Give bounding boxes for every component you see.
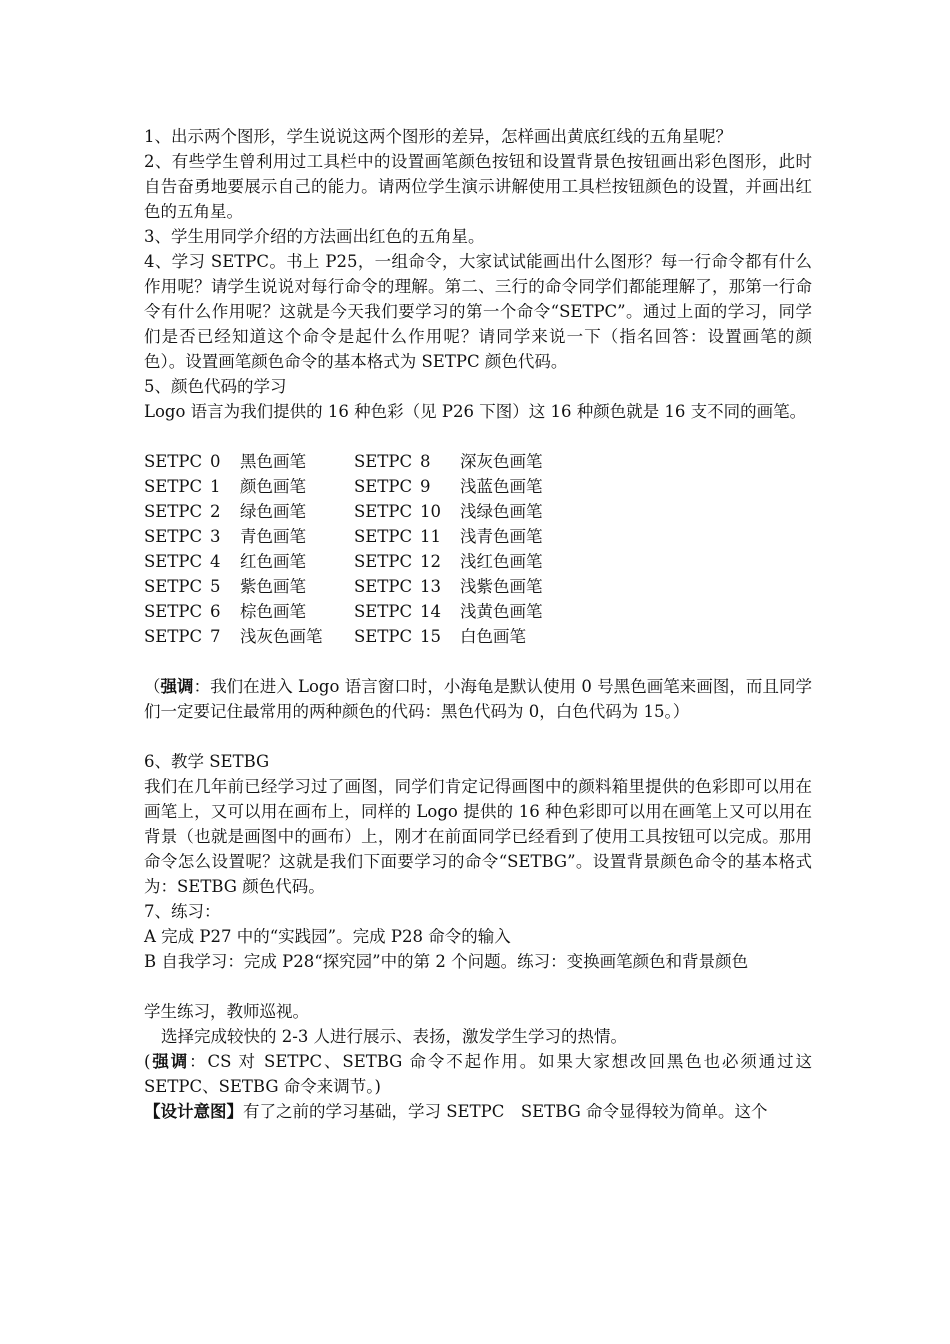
- design-text: 有了之前的学习基础，学习 SETPC SETBG 命令显得较为简单。这个: [243, 1102, 768, 1121]
- color-table-code: 14: [420, 602, 441, 621]
- color-table-code: 9: [420, 477, 431, 496]
- color-table-name: 浅蓝色画笔: [460, 477, 543, 496]
- color-table-command: SETPC: [354, 552, 413, 571]
- color-table-command: SETPC: [354, 627, 413, 646]
- document-page: [144, 124, 812, 1124]
- color-table-row: [144, 449, 580, 474]
- step-7-heading: 7、练习：: [144, 902, 221, 921]
- exercise-a-text: A 完成 P27 中的“实践园”。完成 P28 命令的输入: [144, 927, 511, 946]
- emphasis-label: 强调: [160, 677, 194, 696]
- color-table-command: SETPC: [354, 502, 413, 521]
- color-table-code: 6: [210, 602, 221, 621]
- step-3-text: 3、学生用同学介绍的方法画出红色的五角星。: [144, 227, 485, 246]
- blank-line: [144, 424, 812, 449]
- color-table-name: 黑色画笔: [240, 452, 306, 471]
- color-table-name: 红色画笔: [240, 552, 306, 571]
- color-table-command: SETPC: [354, 452, 413, 471]
- emphasis-text: ：我们在进入 Logo 语言窗口时，小海龟是默认使用 0 号黑色画笔来画图，而且同学们一定要记住最常用的两种颜色的代码：黑色代码为 0，白色代码为 15。）: [144, 677, 812, 721]
- color-table-name: 青色画笔: [240, 527, 306, 546]
- color-table-row: [144, 624, 580, 649]
- select-text: 选择完成较快的 2-3 人进行展示、表扬，激发学生学习的热情。: [161, 1027, 628, 1046]
- color-table-command: SETPC: [144, 527, 203, 546]
- color-intro-text: Logo 语言为我们提供的 16 种色彩（见 P26 下图）这 16 种颜色就是 16 支不同的画笔。: [144, 402, 807, 421]
- color-table-row: [144, 524, 580, 549]
- color-table-command: SETPC: [144, 477, 203, 496]
- step-2-text: 2、有些学生曾利用过工具栏中的设置画笔颜色按钮和设置背景色按钮画出彩色图形，此时自告奋勇地要展示自己的能力。请两位学生演示讲解使用工具栏按钮颜色的设置，并画出红色的五角星。: [144, 152, 812, 221]
- color-table-row: [144, 574, 580, 599]
- color-table-name: 浅黄色画笔: [460, 602, 543, 621]
- color-table-command: SETPC: [144, 452, 203, 471]
- color-table-code: 8: [420, 452, 431, 471]
- color-table-command: SETPC: [144, 552, 203, 571]
- color-table-command: SETPC: [144, 577, 203, 596]
- color-table-command: SETPC: [354, 577, 413, 596]
- color-table-name: 深灰色画笔: [460, 452, 543, 471]
- color-table-code: 13: [420, 577, 441, 596]
- color-table-name: 棕色画笔: [240, 602, 306, 621]
- color-table-name: 白色画笔: [460, 627, 526, 646]
- color-table-name: 浅青色画笔: [460, 527, 543, 546]
- emphasis-text: ：CS 对 SETPC、SETBG 命令不起作用。如果大家想改回黑色也必须通过这 SETPC、SETBG 命令来调节。): [144, 1052, 813, 1096]
- color-table-code: 7: [210, 627, 221, 646]
- color-table-code: 1: [210, 477, 221, 496]
- emphasis-note-1: [144, 674, 812, 724]
- step-6-heading: 6、教学 SETBG: [144, 752, 270, 771]
- color-table-code: 5: [210, 577, 221, 596]
- color-table-command: SETPC: [144, 602, 203, 621]
- emphasis-label: 强调: [150, 1052, 190, 1071]
- step-4-text: 4、学习 SETPC。书上 P25，一组命令，大家试试能画出什么图形？每一行命令都有什么作用呢？请学生说说对每行命令的理解。第二、三行的命令同学们都能理解了，那第一行命令有什么作用呢？这就是今天我们要学习的第一个命令“SETPC”。通过上面的学习，同学们是否已经知道这个命令是起什么作用呢？请同学来说一下（指名回答：设置画笔的颜色）。设置画笔颜色命令的基本格式为 SETPC 颜色代码。: [144, 252, 812, 371]
- color-table-code: 0: [210, 452, 221, 471]
- design-label: 【设计意图】: [144, 1102, 243, 1121]
- emphasis-open: （: [144, 677, 161, 696]
- step-1-text: 1、出示两个图形，学生说说这两个图形的差异，怎样画出黄底红线的五角星呢？: [144, 127, 732, 146]
- color-table-code: 3: [210, 527, 221, 546]
- setbg-text: 我们在几年前已经学习过了画图，同学们肯定记得画图中的颜料箱里提供的色彩即可以用在画笔上，又可以用在画布上，同样的 Logo 提供的 16 种色彩即可以用在画笔上又可以用在背景（也就是画图中的画布）上，刚才在前面同学已经看到了使用工具按钮可以完成。那用命令怎么设置呢？这就是我们下面要学习的命令“SETBG”。设置背景颜色命令的基本格式为：SETBG 颜色代码。: [144, 777, 812, 896]
- color-table-code: 2: [210, 502, 221, 521]
- color-table-command: SETPC: [354, 527, 413, 546]
- emphasis-open: (: [144, 1052, 151, 1071]
- step-5-heading: 5、颜色代码的学习: [144, 377, 287, 396]
- color-table-name: 绿色画笔: [240, 502, 306, 521]
- color-code-table: [144, 449, 580, 649]
- color-table-command: SETPC: [354, 477, 413, 496]
- color-table-row: [144, 549, 580, 574]
- color-table-name: 浅灰色画笔: [240, 627, 323, 646]
- color-table-name: 颜色画笔: [240, 477, 306, 496]
- color-table-row: [144, 499, 580, 524]
- practice-text: 学生练习，教师巡视。: [144, 1002, 309, 1021]
- color-table-code: 10: [420, 502, 441, 521]
- color-table-name: 紫色画笔: [240, 577, 306, 596]
- color-table-row: [144, 474, 580, 499]
- color-table-code: 15: [420, 627, 441, 646]
- color-table-body: [144, 449, 580, 649]
- color-table-name: 浅绿色画笔: [460, 502, 543, 521]
- exercise-b-text: B 自我学习：完成 P28“探究园”中的第 2 个问题。练习：变换画笔颜色和背景颜色: [144, 952, 749, 971]
- blank-line: [144, 649, 812, 674]
- color-table-name: 浅红色画笔: [460, 552, 543, 571]
- color-table-code: 11: [420, 527, 441, 546]
- emphasis-note-2: [144, 1049, 812, 1099]
- color-table-command: SETPC: [354, 602, 413, 621]
- color-table-command: SETPC: [144, 502, 203, 521]
- color-table-command: SETPC: [144, 627, 203, 646]
- blank-line: [144, 724, 812, 749]
- color-table-row: [144, 599, 580, 624]
- color-table-name: 浅紫色画笔: [460, 577, 543, 596]
- design-intent: [144, 1099, 812, 1124]
- blank-line: [144, 974, 812, 999]
- color-table-code: 12: [420, 552, 441, 571]
- color-table-code: 4: [210, 552, 221, 571]
